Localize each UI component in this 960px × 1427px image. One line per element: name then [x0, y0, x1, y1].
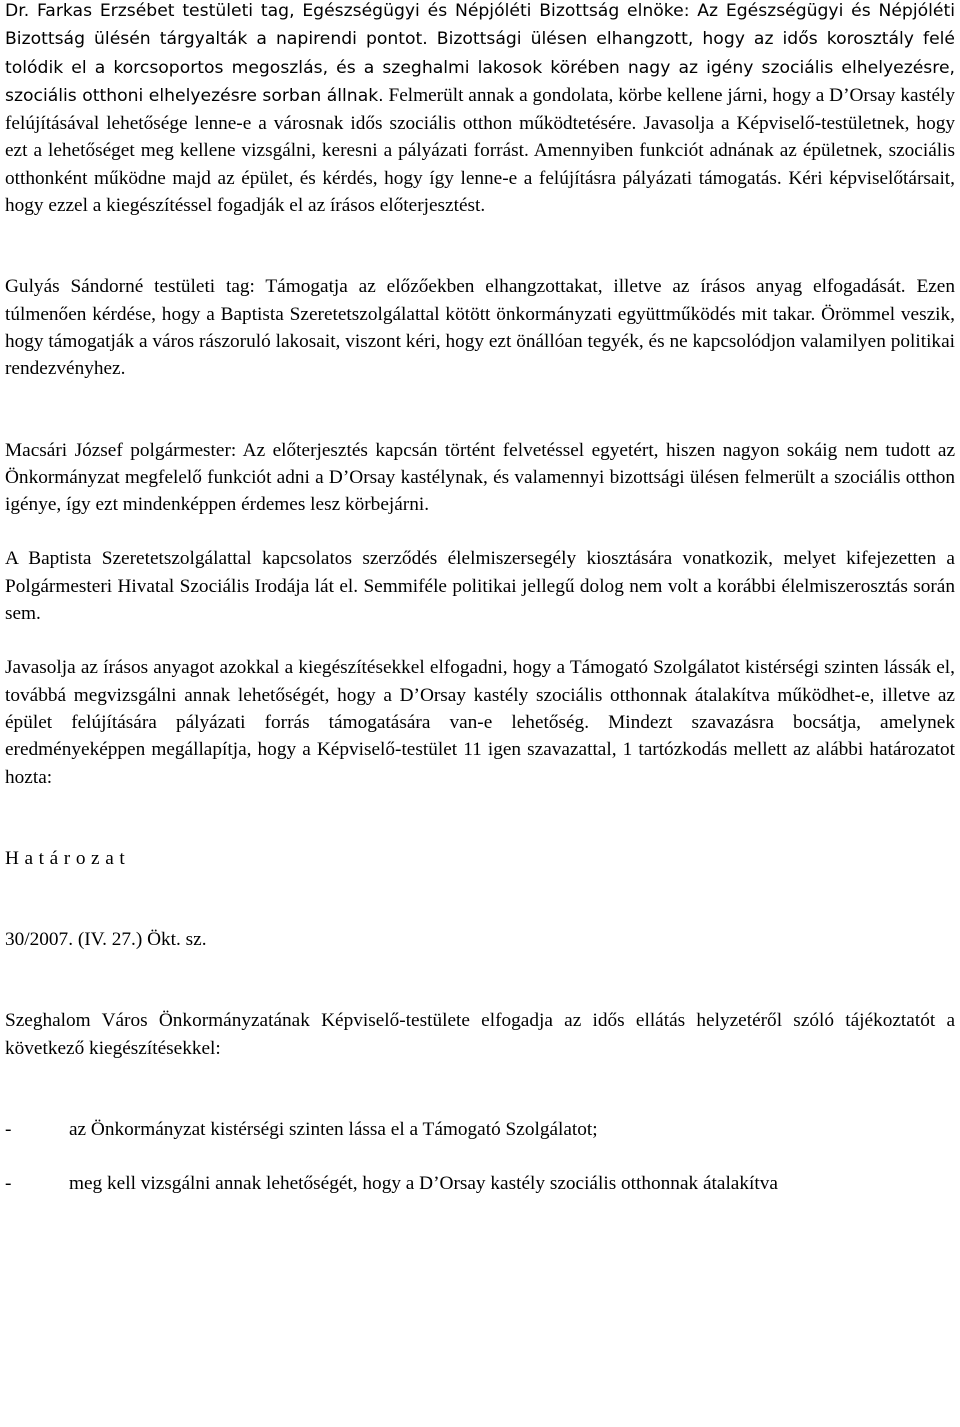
list-dash: -	[5, 1173, 12, 1195]
document-page	[5, 0, 955, 1198]
paragraph-gulyas: Gulyás Sándorné testületi tag: Támogatja az előzőekben elhangzottakat, illetve az írásos anyag elfogadását. Ezen túlmenően kérdése, hogy a Baptista Szeretetszolgálattal kötött önkormányzati együttműködés mit takar. Örömmel veszik, hogy támogatják a város rászoruló lakosait, viszont kéri, hogy ezt önállóan tegyék, és ne kapcsolódjon valamilyen politikai rendezvényhez.	[5, 276, 955, 380]
list-item-text: meg kell vizsgálni annak lehetőségét, hogy a D’Orsay kastély szociális otthonnak átalakítva	[69, 1173, 778, 1195]
spacer	[5, 383, 955, 437]
spacer	[5, 791, 955, 845]
spacer	[5, 627, 955, 654]
spacer	[5, 1062, 955, 1116]
spacer	[5, 518, 955, 545]
paragraph-javasolja: Javasolja az írásos anyagot azokkal a kiegészítésekkel elfogadni, hogy a Támogató Szolgálatot kistérségi szinten lássák el, továbbá megvizsgálni annak lehetőségét, hogy a D’Orsay kastély szociális otthonnak átalakítva működhet-e, illetve az épület felújítására pályázati forrás támogatására van-e lehetőség. Mindezt szavazásra bocsátja, amelynek eredményeképpen megállapítja, hogy a Képviselő-testület 11 igen szavazattal, 1 tartózkodás mellett az alábbi határozatot hozta:	[5, 657, 955, 788]
paragraph-farkas-serif-part: Felmerült annak a gondolata, körbe kellene járni, hogy a D’Orsay kastély felújításával lehetősége lenne-e a városnak idős szociális otthon működtetésére. Javasolja a Képviselő-testületnek, hogy ezt a lehetőséget meg kellene vizsgálni, keresni a pályázati forrást. Amennyiben funkciót adnának az épületnek, szociális otthonként működne majd az épület, és kérdés, hogy így lenne-e a felújításra pályázati támogatás. Kéri képviselőtársait, hogy ezzel a kiegészítéssel fogadják el az írásos előterjesztést.	[5, 84, 955, 217]
list-item-text: az Önkormányzat kistérségi szinten lássa el a Támogató Szolgálatot;	[69, 1119, 598, 1141]
paragraph-macsari: Macsári József polgármester: Az előterjesztés kapcsán történt felvetéssel egyetért, hiszen nagyon sokáig nem tudott az Önkormányzat megfelelő funkciót adni a D’Orsay kastélynak, és valamennyi bizottsági ülésen felmerült a szociális otthon igénye, így ezt mindenképpen érdemes lesz körbejárni.	[5, 439, 955, 516]
spacer	[5, 953, 955, 1007]
resolution-body: Szeghalom Város Önkormányzatának Képviselő-testülete elfogadja az idős ellátás helyzetéről szóló tájékoztatót a következő kiegészítésekkel:	[5, 1010, 955, 1059]
spacer	[5, 1143, 955, 1170]
paragraph-farkas	[5, 0, 955, 219]
paragraph-farkas-sans-part: Dr. Farkas Erzsébet testületi tag, Egészségügyi és Népjóléti Bizottság elnöke: Az Egészségügyi és Népjóléti Bizottság ülésén tárgyalták a napirendi pontot. Bizottsági ülésen elhangzott, hogy az idős korosztály felé tolódik el a korcsoportos megoszlás, és a szeghalmi lakosok körében nagy az igény szociális elhelyezésre, szociális otthoni elhelyezésre sorban állnak.	[5, 1, 955, 106]
spacer	[5, 219, 955, 273]
resolution-title: Határozat	[5, 847, 131, 869]
resolution-number: 30/2007. (IV. 27.) Ökt. sz.	[5, 929, 207, 951]
spacer	[5, 872, 955, 926]
paragraph-baptista: A Baptista Szeretetszolgálattal kapcsolatos szerződés élelmiszersegély kiosztására vonatkozik, melyet kifejezetten a Polgármesteri Hivatal Szociális Irodája lát el. Semmiféle politikai jellegű dolog nem volt a korábbi élelmiszerosztás során sem.	[5, 548, 955, 625]
resolution-item	[5, 1170, 955, 1197]
resolution-item	[5, 1116, 955, 1143]
list-dash: -	[5, 1119, 12, 1141]
